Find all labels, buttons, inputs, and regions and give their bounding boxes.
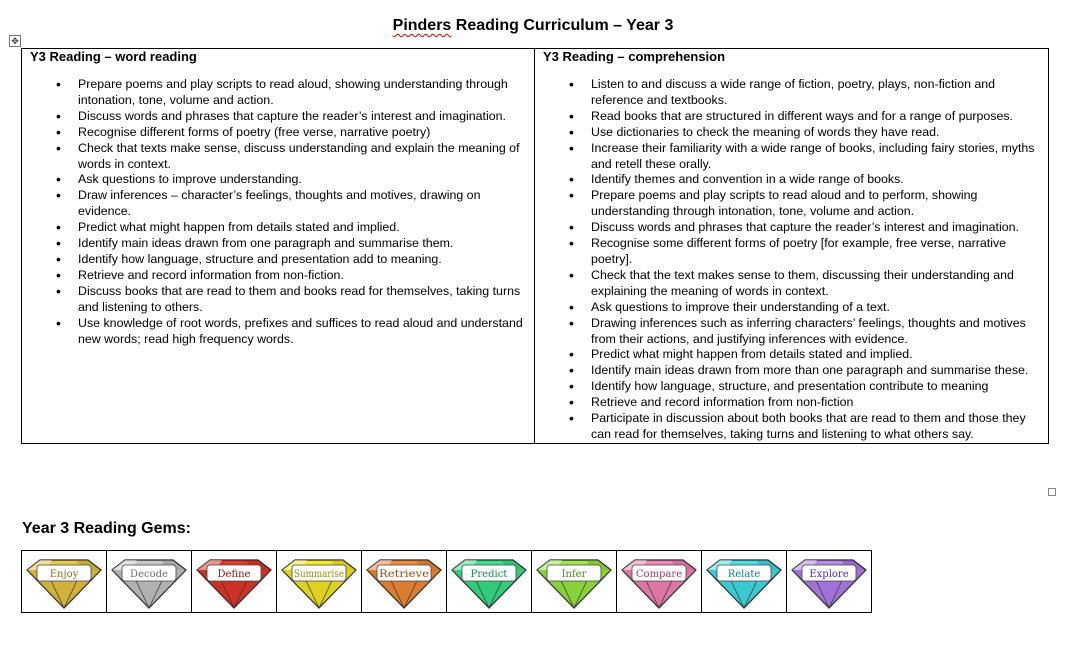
list-item: • Check that texts make sense, discuss understanding and explain the meaning of words in context. (78, 141, 528, 173)
gem-cell (22, 551, 107, 613)
gem-label: Predict (470, 568, 508, 580)
comprehension-list (535, 77, 1048, 443)
gem-label: Summarise (294, 568, 345, 580)
list-item: • Retrieve and record information from non-fiction. (78, 268, 528, 284)
list-item: • Identify how language, structure and presentation add to meaning. (78, 252, 528, 268)
gems-table (21, 550, 872, 613)
title-rest: Reading Curriculum – Year 3 (451, 17, 674, 34)
list-item: • Retrieve and record information from non-fiction (591, 395, 1042, 411)
list-item: • Use knowledge of root words, prefixes and suffices to read aloud and understand new words; read high frequency words. (78, 316, 528, 348)
title-prefix: Pinders (392, 17, 452, 34)
list-item: • Recognise some different forms of poetry [for example, free verse, narrative poetry]. (591, 236, 1042, 268)
gem-icon (109, 554, 189, 610)
gem-label: Retrieve (379, 568, 430, 580)
list-item: • Predict what might happen from details stated and implied. (78, 220, 528, 236)
list-item: • Discuss words and phrases that capture the reader’s interest and imagination. (78, 109, 528, 125)
gem-icon (534, 554, 614, 610)
gem-icon (704, 554, 784, 610)
gem-icon (619, 554, 699, 610)
gem-label: Relate (727, 568, 761, 580)
list-item: • Participate in discussion about both books that are read to them and those they can read for themselves, taking turns and listening to what others say. (591, 411, 1042, 443)
gem-cell (107, 551, 192, 613)
page-title (0, 17, 1066, 35)
table-resize-handle[interactable] (1048, 488, 1056, 496)
list-item: • Identify themes and convention in a wide range of books. (591, 172, 1042, 188)
gem-label: Enjoy (49, 568, 79, 580)
gem-icon (364, 554, 444, 610)
curriculum-table (21, 48, 1049, 444)
list-item: • Ask questions to improve understanding. (78, 172, 528, 188)
gem-icon (279, 554, 359, 610)
gem-cell (787, 551, 872, 613)
list-item: • Use dictionaries to check the meaning of words they have read. (591, 125, 1042, 141)
comprehension-heading: Y3 Reading – comprehension (543, 49, 726, 64)
gem-cell (702, 551, 787, 613)
gems-heading: Year 3 Reading Gems: (22, 520, 191, 537)
gem-label: Define (217, 568, 251, 580)
comprehension-cell (535, 49, 1049, 444)
gem-icon (194, 554, 274, 610)
table-move-handle[interactable]: ✥ (9, 35, 21, 47)
list-item: • Predict what might happen from details stated and implied. (591, 347, 1042, 363)
gem-icon (24, 554, 104, 610)
gem-icon (789, 554, 869, 610)
list-item: • Drawing inferences such as inferring characters’ feelings, thoughts and motives from their actions, and justifying inferences with evidence. (591, 316, 1042, 348)
word-reading-heading: Y3 Reading – word reading (30, 49, 197, 64)
gem-cell (532, 551, 617, 613)
list-item: • Prepare poems and play scripts to read aloud and to perform, showing understanding through intonation, tone, volume and action. (591, 188, 1042, 220)
gem-cell (192, 551, 277, 613)
gem-cell (617, 551, 702, 613)
list-item: • Discuss books that are read to them and books read for themselves, taking turns and listening to others. (78, 284, 528, 316)
gem-cell (447, 551, 532, 613)
list-item: • Discuss words and phrases that capture the reader’s interest and imagination. (591, 220, 1042, 236)
word-reading-cell (22, 49, 535, 444)
gem-label: Infer (561, 568, 587, 580)
list-item: • Identify main ideas drawn from one paragraph and summarise them. (78, 236, 528, 252)
list-item: • Recognise different forms of poetry (free verse, narrative poetry) (78, 125, 528, 141)
list-item: • Identify main ideas drawn from more than one paragraph and summarise these. (591, 363, 1042, 379)
list-item: • Ask questions to improve their understanding of a text. (591, 300, 1042, 316)
gem-label: Explore (809, 568, 849, 580)
gem-icon (449, 554, 529, 610)
gem-cell (277, 551, 362, 613)
word-reading-list (22, 77, 534, 347)
gem-label: Compare (635, 568, 683, 580)
list-item: • Draw inferences – character’s feelings, thoughts and motives, drawing on evidence. (78, 188, 528, 220)
list-item: • Increase their familiarity with a wide range of books, including fairy stories, myths and retell these orally. (591, 141, 1042, 173)
gem-cell (362, 551, 447, 613)
list-item: • Check that the text makes sense to them, discussing their understanding and explaining the meaning of words in context. (591, 268, 1042, 300)
list-item: • Listen to and discuss a wide range of fiction, poetry, plays, non-fiction and reference and textbooks. (591, 77, 1042, 109)
list-item: • Identify how language, structure, and presentation contribute to meaning (591, 379, 1042, 395)
list-item: • Prepare poems and play scripts to read aloud, showing understanding through intonation, tone, volume and action. (78, 77, 528, 109)
gem-label: Decode (130, 568, 168, 580)
list-item: • Read books that are structured in different ways and for a range of purposes. (591, 109, 1042, 125)
